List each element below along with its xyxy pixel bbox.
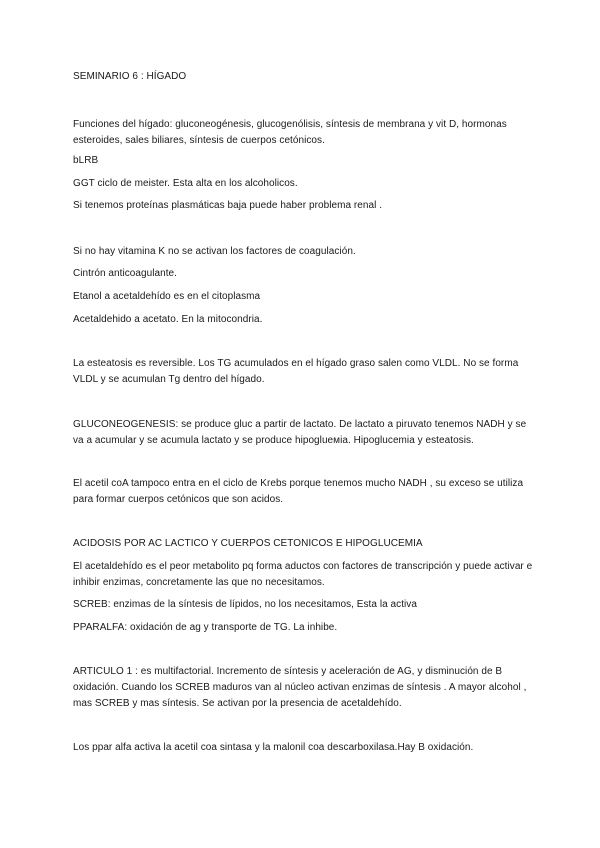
- document-title: SEMINARIO 6 : HÍGADO: [73, 71, 187, 82]
- paragraph-acetil-coa: El acetil coA tampoco entra en el ciclo de Krebs porque tenemos mucho NADH , su exceso se utiliza para formar cuerpos cetónicos que son acidos.: [73, 478, 524, 505]
- paragraph-blrb: bLRB: [73, 155, 99, 166]
- paragraph-etanol: Etanol a acetaldehído es en el citoplasma: [73, 291, 261, 302]
- paragraph-ggt: GGT ciclo de meister. Esta alta en los alcoholicos.: [73, 178, 298, 189]
- paragraph-gluconeogenesis: GLUCONEOGENESIS: se produce gluc a partir de lactato. De lactato a piruvato tenemos NADH y se va a acumular y se acumula lactato y se produce hipoglueмia. Hipoglucemia y esteatosis.: [73, 419, 527, 446]
- paragraph-pparalfa: PPARALFA: oxidación de ag y transporte de TG. La inhibe.: [73, 622, 338, 633]
- paragraph-screb: SCREB: enzimas de la síntesis de lípidos, no los necesitamos, Esta la activa: [73, 599, 417, 610]
- paragraph-proteinas: Si tenemos proteínas plasmáticas baja puede haber problema renal .: [73, 200, 383, 211]
- paragraph-vitamina-k: Si no hay vitamina K no se activan los factores de coagulación.: [73, 246, 356, 257]
- paragraph-cintron: Cintrón anticoagulante.: [73, 268, 177, 279]
- paragraph-ppar-alfa: Los ppar alfa activa la acetil coa sintasa y la malonil coa descarboxilasa.Hay B oxidación.: [73, 742, 474, 753]
- paragraph-acetaldehido: Acetaldehido a acetato. En la mitocondria.: [73, 314, 263, 325]
- section-heading-acidosis: ACIDOSIS POR AC LACTICO Y CUERPOS CETONICOS E HIPOGLUCEMIA: [73, 538, 423, 549]
- paragraph-esteatosis: La esteatosis es reversible. Los TG acumulados en el hígado graso salen como VLDL. No se forma VLDL y se acumulan Tg dentro del hígado.: [73, 358, 519, 385]
- paragraph-funciones-higado: Funciones del hígado: gluconeogénesis, glucogenólisis, síntesis de membrana y vit D, hormonas esteroides, sales biliares, síntesis de cuerpos cetónicos.: [73, 119, 507, 146]
- paragraph-articulo-1: ARTICULO 1 : es multifactorial. Incremento de síntesis y aceleración de AG, y disminución de B oxidación. Cuando los SCREB maduros van al núcleo activan enzimas de síntesis . A mayor alcohol , mas SCREB y mas síntesis. Se activan por la presencia de acetaldehído.: [73, 666, 527, 709]
- paragraph-acetaldehido-metabolito: El acetaldehído es el peor metabolito pq forma aductos con factores de transcripción y puede activar e inhibir enzimas, concretamente las que no necesitamos.: [73, 561, 533, 588]
